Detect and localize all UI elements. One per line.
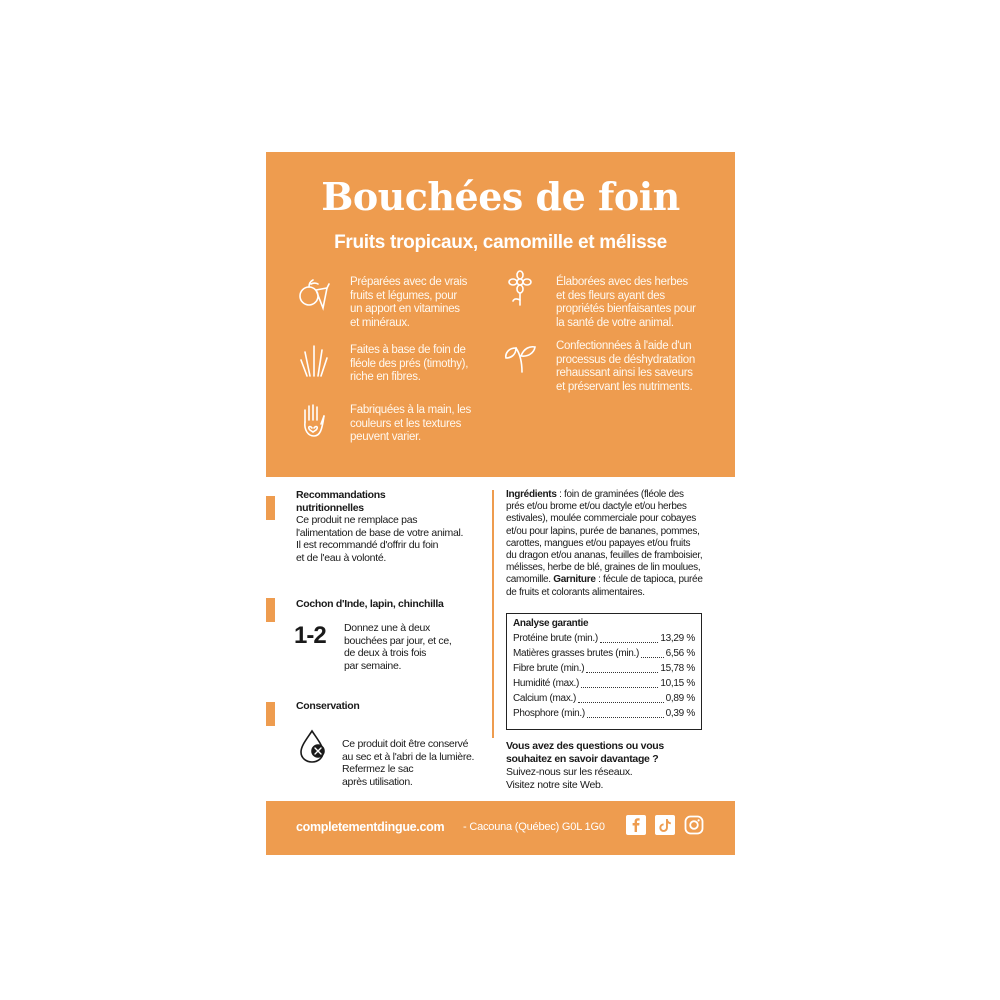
hay-icon: [296, 342, 332, 378]
feature-hay: Faites à base de foin de fléole des prés (timothy), riche en fibres.: [350, 344, 469, 383]
product-title: Bouchées de foin: [321, 174, 680, 219]
table-row: Phosphore (min.) 0,39 %: [513, 708, 695, 719]
tiktok-icon[interactable]: [655, 815, 675, 835]
recommandations-text: Ce produit ne remplace pas l'alimentation de base de votre animal. Il est recommandé d'offrir du foin et de l'eau à volonté.: [296, 514, 464, 564]
recommandations-title: Recommandations nutritionnelles: [296, 489, 386, 514]
section-tab: [266, 702, 275, 726]
instagram-icon[interactable]: [684, 815, 704, 835]
dose-text: Donnez une à deux bouchées par jour, et ce, de deux à trois fois par semaine.: [344, 622, 452, 672]
fruit-icon: [296, 276, 332, 312]
dose-number: 1-2: [294, 622, 326, 649]
table-row: Protéine brute (min.) 13,29 %: [513, 633, 695, 644]
table-row: Fibre brute (min.) 15,78 %: [513, 663, 695, 674]
ingredients-text: Ingrédients : foin de graminées (fléole des prés et/ou brome et/ou dactyle et/ou herbes estivales), moulée commerciale pour cobayes et/ou pour lapins, purée de bananes, pommes, carottes, mangues et/ou papayes et/ou fruits du dragon et/ou ananas, feuilles de framboisier, mélisses, herbe de blé, graines de lin moulues, camomille. Garniture : fécule de tapioca, purée de fruits et colorants alimentaires.: [506, 489, 703, 598]
questions-title: Vous avez des questions ou vous souhaitez en savoir davantage ?: [506, 740, 664, 765]
questions-text: Suivez-nous sur les réseaux. Visitez notre site Web.: [506, 766, 633, 791]
facebook-icon[interactable]: [626, 815, 646, 835]
table-row: Matières grasses brutes (min.) 6,56 %: [513, 648, 695, 659]
section-tab: [266, 598, 275, 622]
hand-heart-icon: [296, 402, 332, 438]
column-divider: [492, 490, 494, 738]
animals-title: Cochon d'Inde, lapin, chinchilla: [296, 598, 444, 610]
analyse-title: Analyse garantie: [513, 618, 589, 629]
flower-icon: [502, 270, 538, 306]
website-link[interactable]: completementdingue.com: [296, 820, 445, 834]
footer-bar: [266, 801, 735, 855]
conservation-title: Conservation: [296, 700, 360, 712]
product-label: [266, 152, 735, 855]
product-subtitle: Fruits tropicaux, camomille et mélisse: [334, 232, 667, 253]
section-tab: [266, 496, 275, 520]
feature-handmade: Fabriquées à la main, les couleurs et les textures peuvent varier.: [350, 404, 471, 443]
sprout-icon: [502, 338, 538, 374]
feature-herbs: Élaborées avec des herbes et des fleurs ayant des propriétés bienfaisantes pour la santé de votre animal.: [556, 276, 696, 329]
analyse-table: [506, 613, 702, 730]
feature-process: Confectionnées à l'aide d'un processus de déshydratation rehaussant ainsi les saveurs et préservant les nutriments.: [556, 340, 695, 393]
label-header-panel: [266, 152, 735, 477]
table-row: Calcium (max.) 0,89 %: [513, 693, 695, 704]
table-row: Humidité (max.) 10,15 %: [513, 678, 695, 689]
water-drop-icon: [296, 728, 328, 764]
feature-fruits: Préparées avec de vrais fruits et légumes, pour un apport en vitamines et minéraux.: [350, 276, 468, 329]
conservation-text: Ce produit doit être conservé au sec et à l'abri de la lumière. Refermez le sac après utilisation.: [342, 738, 475, 788]
location-text: - Cacouna (Québec) G0L 1G0: [463, 821, 605, 833]
